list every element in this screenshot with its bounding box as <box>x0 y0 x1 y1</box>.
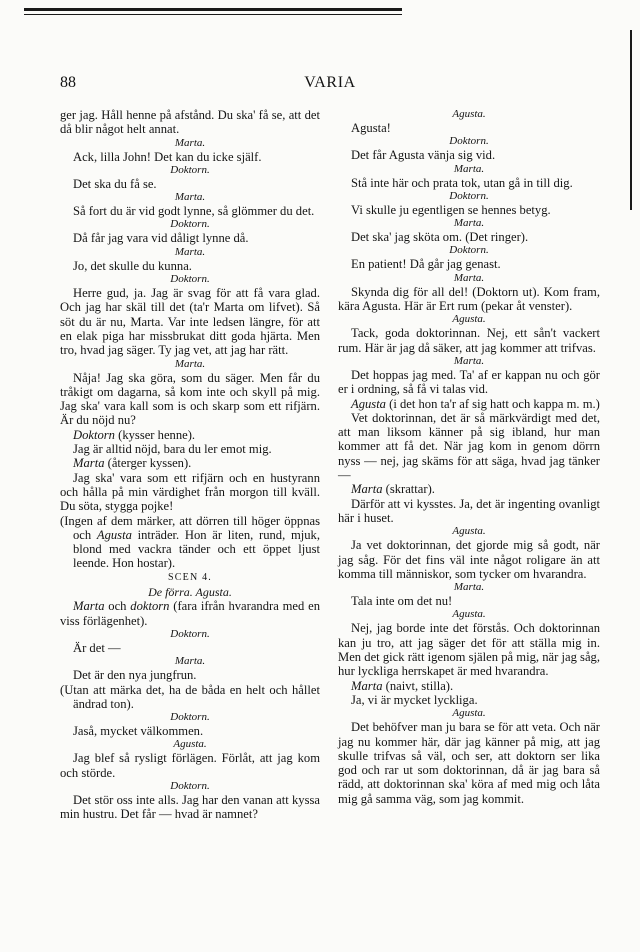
speaker-name: Marta. <box>174 191 206 204</box>
speaker-name: Marta <box>73 456 105 471</box>
dialogue-line: Jo, det skulle du kunna. <box>73 258 192 273</box>
speaker-name: Doktorn <box>73 427 115 442</box>
direction-text: (återger kyssen). <box>104 456 192 471</box>
direction-text: (Ingen af dem märker, att dörren till höger öppnas och <box>60 513 320 542</box>
left-column <box>60 108 320 822</box>
dialogue-line: Stå inte här och prata tok, utan gå in till dig. <box>351 175 573 190</box>
character-name: Marta <box>73 599 105 614</box>
dialogue-line: Nåja! Jag ska göra, som du säger. Men får du tråkigt om dagarna, så kom inte och skyll på mig. Jag ska' vara kall som is och skarp som ett rifjärn. Är du nöjd nu? <box>60 370 320 428</box>
dialogue-line: Skynda dig för all del! (Doktorn ut). Kom fram, kära Agusta. Här är Ert rum (pekar åt venster). <box>338 284 600 314</box>
speaker-name: Agusta. <box>452 525 486 538</box>
dialogue-line: Agusta! <box>351 121 391 135</box>
direction-text: (kysser henne). <box>114 427 196 442</box>
dialogue-line: En patient! Då går jag genast. <box>351 257 501 272</box>
stage-direction <box>60 456 320 470</box>
speaker-name: Agusta. <box>452 608 486 621</box>
dialogue-line: Därför att vi kysstes. Ja, det är ingenting ovanligt här i huset. <box>338 496 600 525</box>
dialogue-line: Det ska' jag sköta om. (Det ringer). <box>351 230 529 245</box>
speaker-name: Doktorn. <box>170 779 210 792</box>
dialogue-line: Det får Agusta vänja sig vid. <box>351 148 496 163</box>
dialogue-line: Herre gud, ja. Jag är svag för att få vara glad. Och jag har skäl till det (ta'r Marta om lifvet). Så söt du är nu, Marta. Var inte ledsen längre, för att en elak piga har missbrukat ditt goda hjärta. Men tro, hvad jag säger. Ty jag vet, att jag har rätt. <box>60 286 320 358</box>
dialogue-line: Tala inte om det nu! <box>351 594 453 609</box>
dialogue-line: Det är den nya jungfrun. <box>73 668 197 683</box>
speaker-name: Agusta. <box>452 313 486 326</box>
character-name: Agusta <box>96 527 132 542</box>
top-rule-thin <box>24 14 402 15</box>
speaker-name: Doktorn. <box>449 189 489 202</box>
stage-direction <box>60 428 320 442</box>
speaker-name: Marta. <box>453 271 485 284</box>
dialogue-line: Tack, goda doktorinnan. Nej, ett sån't vackert rum. Här är jag då säker, att jag kommer att trifvas. <box>338 326 600 355</box>
speaker-name: Agusta. <box>452 707 486 720</box>
dialogue-line: Det hoppas jag med. Ta' af er kappan nu och gör er i ordning, så få vi talas vid. <box>338 367 600 397</box>
stage-direction <box>60 514 320 571</box>
dialogue-line: Det ska du få se. <box>73 176 157 191</box>
speaker-name: Doktorn. <box>170 273 210 286</box>
speaker-name: Marta. <box>453 581 485 594</box>
direction-text: (fara ifrån hvarandra med en viss förlägenhet). <box>60 599 320 628</box>
dialogue-line: Det stör oss inte alls. Jag har den vanan att kyssa min hustru. Det får — hvad är namnet? <box>60 792 320 822</box>
dialogue-line: Ja vet doktorinnan, det gjorde mig så godt, när jag såg. För det fins väl inte något roligare än att komma till människor, som tycker om hvarandra. <box>338 538 600 581</box>
speaker-name: Doktorn. <box>170 711 210 724</box>
stage-direction <box>338 482 600 496</box>
dialogue-line: Jaså, mycket välkommen. <box>73 724 204 739</box>
dialogue-line: Ja, vi är mycket lyckliga. <box>351 692 478 707</box>
speaker-name: Marta. <box>453 354 485 367</box>
speaker-name: Doktorn. <box>170 627 210 640</box>
running-head: VARIA <box>304 74 356 91</box>
direction-text: (Utan att märka det, ha de båda en helt och hållet ändrad ton). <box>60 682 320 711</box>
speaker-name: Marta. <box>174 245 206 258</box>
dialogue-line: Vi skulle ju egentligen se hennes betyg. <box>351 202 551 217</box>
stage-direction <box>338 397 600 411</box>
speaker-name: Marta. <box>174 655 206 668</box>
dialogue-line: ger jag. Håll henne på afstånd. Du ska' få se, att det då blir något helt annat. <box>60 108 320 137</box>
scene-cast: De förra. Agusta. <box>148 585 232 600</box>
dialogue-line: Jag är alltid nöjd, bara du ler emot mig. <box>73 442 272 457</box>
stage-direction <box>60 599 320 628</box>
direction-text: (skrattar). <box>382 482 435 497</box>
speaker-name: Agusta <box>351 396 386 411</box>
speaker-name: Doktorn. <box>449 244 489 257</box>
speaker-name: Marta <box>351 678 383 693</box>
speaker-name: Marta. <box>174 136 206 149</box>
speaker-name: Doktorn. <box>170 163 210 176</box>
direction-text: inträder. Hon är liten, rund, mjuk, blond med vackra tänder och ett öppet ljust leende. Hon hostar). <box>73 527 320 571</box>
dialogue-line: Jag ska' vara som ett rifjärn och en hustyrann och hålla på min värdighet från morgon till kväll. Du söta, stygga pojke! <box>60 470 320 514</box>
dialogue-line: Då får jag vara vid dåligt lynne då. <box>73 231 249 246</box>
character-name: doktorn <box>130 599 170 614</box>
right-column <box>338 108 600 806</box>
speaker-name: Marta. <box>453 217 485 230</box>
speaker-name: Marta. <box>174 357 206 370</box>
page-edge-line <box>630 30 632 210</box>
direction-text: (naivt, stilla). <box>382 678 454 693</box>
dialogue-line: Så fort du är vid godt lynne, så glömmer du det. <box>73 204 315 219</box>
speaker-name: Marta. <box>453 162 485 175</box>
stage-direction <box>60 683 320 712</box>
dialogue-line: Ack, lilla John! Det kan du icke själf. <box>73 149 262 164</box>
scene-heading: SCEN 4. <box>168 571 212 583</box>
direction-text: och <box>104 599 131 614</box>
dialogue-line: Nej, jag borde inte det förstås. Och doktorinnan kan ju tro, att jag säger det för att ställa mig in. Men det gick rätt igenom själen på mig, när jag såg, hur lyckliga herrskapet är med hvarandra. <box>338 621 600 679</box>
speaker-name: Doktorn. <box>170 218 210 231</box>
direction-text: (i det hon ta'r af sig hatt och kappa m. m.) <box>385 396 600 411</box>
page-header <box>60 74 600 98</box>
speaker-name: Agusta. <box>173 738 207 751</box>
dialogue-line: Är det — <box>73 640 121 655</box>
speaker-name: Agusta. <box>452 108 486 120</box>
page-number: 88 <box>60 74 76 91</box>
dialogue-line: Jag blef så rysligt förlägen. Förlåt, att jag kom och störde. <box>60 751 320 780</box>
dialogue-line: Vet doktorinnan, det är så märkvärdigt med det, att man liksom känner på sig ibland, hur man kommer att få det. När jag kom in genom dörrn nyss — nej, jag skäms för att säga, hvad jag tänker — <box>338 410 600 483</box>
speaker-name: Doktorn. <box>449 135 489 148</box>
top-rule-thick <box>24 8 402 11</box>
dialogue-line: Det behöfver man ju bara se för att veta. Och när jag nu kommer här, där jag känner på mig, att jag skulle trifvas så väl, och ser, att doktorn ser lika god och rar ut som doktorinnan, då är jag bara så rädd, att doktorinnan ska' köra af med mig och låta mig gå samma väg, som jag kommit. <box>338 720 600 806</box>
speaker-name: Marta <box>351 482 383 497</box>
stage-direction <box>338 679 600 693</box>
